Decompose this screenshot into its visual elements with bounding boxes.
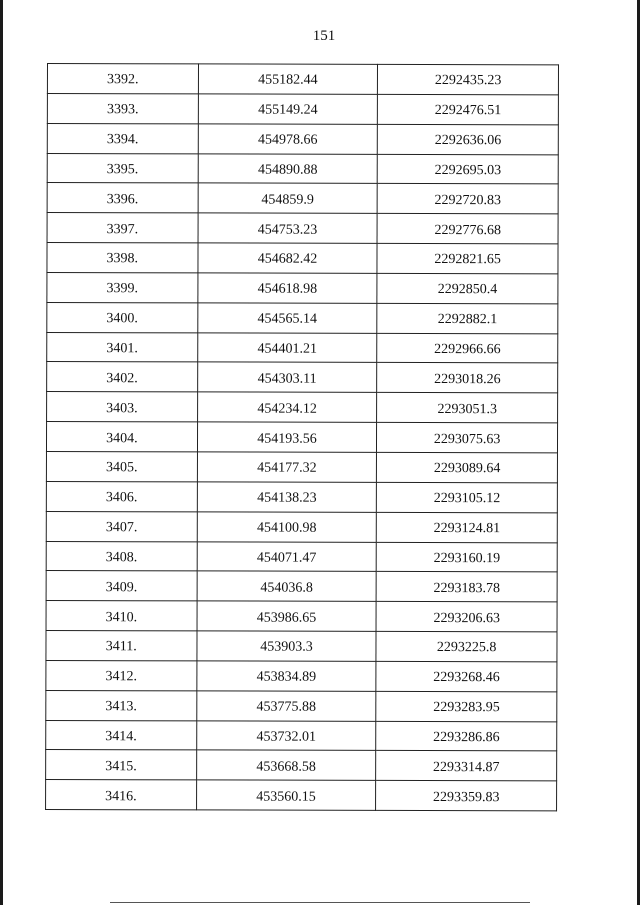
scan-border-bottom	[110, 902, 530, 903]
x-coordinate-cell: 453903.3	[197, 631, 377, 661]
table-row	[47, 153, 558, 184]
point-number-cell: 3392.	[47, 64, 198, 94]
point-number-cell: 3410.	[46, 601, 197, 631]
point-number-cell: 3412.	[46, 660, 197, 690]
table-row	[46, 780, 557, 811]
point-number-cell: 3399.	[47, 272, 198, 302]
page-number: 151	[312, 28, 336, 44]
y-coordinate-cell: 2292850.4	[377, 273, 558, 303]
table-row	[46, 660, 557, 691]
point-number-cell: 3402.	[47, 362, 198, 392]
x-coordinate-cell: 453732.01	[196, 720, 376, 750]
y-coordinate-cell: 2293286.86	[376, 721, 557, 751]
y-coordinate-cell: 2293225.8	[376, 631, 557, 661]
x-coordinate-cell: 455182.44	[198, 64, 378, 94]
table-row	[47, 272, 558, 303]
scan-border-left	[0, 0, 3, 905]
x-coordinate-cell: 454177.32	[197, 452, 377, 482]
y-coordinate-cell: 2292476.51	[378, 94, 559, 124]
table-row	[46, 511, 557, 542]
y-coordinate-cell: 2293359.83	[376, 781, 557, 811]
y-coordinate-cell: 2293183.78	[376, 572, 557, 602]
x-coordinate-cell: 454036.8	[197, 571, 377, 601]
point-number-cell: 3395.	[47, 153, 198, 183]
x-coordinate-cell: 454682.42	[198, 243, 378, 273]
table-row	[47, 123, 558, 154]
point-number-cell: 3407.	[46, 511, 197, 541]
table-row	[46, 451, 557, 482]
x-coordinate-cell: 454100.98	[197, 512, 377, 542]
table-row	[46, 571, 557, 602]
y-coordinate-cell: 2293268.46	[376, 661, 557, 691]
y-coordinate-cell: 2292776.68	[377, 214, 558, 244]
table-row	[46, 720, 557, 751]
y-coordinate-cell: 2292636.06	[378, 124, 559, 154]
table-row	[46, 422, 557, 453]
table-row	[47, 183, 558, 214]
y-coordinate-cell: 2292435.23	[378, 64, 559, 94]
table-row	[47, 64, 558, 95]
y-coordinate-cell: 2293105.12	[377, 482, 558, 512]
point-number-cell: 3403.	[47, 392, 198, 422]
table-row	[46, 690, 557, 721]
y-coordinate-cell: 2293124.81	[377, 512, 558, 542]
x-coordinate-cell: 454753.23	[198, 213, 378, 243]
x-coordinate-cell: 453986.65	[197, 601, 377, 631]
table-row	[46, 601, 557, 632]
point-number-cell: 3404.	[46, 422, 197, 452]
x-coordinate-cell: 454618.98	[198, 273, 378, 303]
x-coordinate-cell: 453668.58	[196, 750, 376, 780]
y-coordinate-cell: 2293206.63	[376, 602, 557, 632]
y-coordinate-cell: 2293051.3	[377, 393, 558, 423]
point-number-cell: 3409.	[46, 571, 197, 601]
y-coordinate-cell: 2293075.63	[377, 422, 558, 452]
y-coordinate-cell: 2293283.95	[376, 691, 557, 721]
x-coordinate-cell: 454978.66	[198, 124, 378, 154]
point-number-cell: 3405.	[46, 451, 197, 481]
x-coordinate-cell: 454565.14	[197, 303, 377, 333]
x-coordinate-cell: 454859.9	[198, 183, 378, 213]
x-coordinate-cell: 454303.11	[197, 362, 377, 392]
x-coordinate-cell: 454234.12	[197, 392, 377, 422]
point-number-cell: 3413.	[46, 690, 197, 720]
point-number-cell: 3411.	[46, 631, 197, 661]
table-row	[47, 213, 558, 244]
table-row	[47, 93, 558, 124]
point-number-cell: 3400.	[47, 302, 198, 332]
y-coordinate-cell: 2293018.26	[377, 363, 558, 393]
point-number-cell: 3415.	[46, 750, 197, 780]
table-row	[46, 750, 557, 781]
y-coordinate-cell: 2292882.1	[377, 303, 558, 333]
point-number-cell: 3406.	[46, 481, 197, 511]
table-row	[46, 541, 557, 572]
y-coordinate-cell: 2293089.64	[377, 452, 558, 482]
point-number-cell: 3394.	[47, 123, 198, 153]
y-coordinate-cell: 2292695.03	[377, 154, 558, 184]
point-number-cell: 3414.	[46, 720, 197, 750]
x-coordinate-cell: 454193.56	[197, 422, 377, 452]
point-number-cell: 3398.	[47, 243, 198, 273]
x-coordinate-cell: 454401.21	[197, 332, 377, 362]
x-coordinate-cell: 453775.88	[196, 691, 376, 721]
point-number-cell: 3408.	[46, 541, 197, 571]
x-coordinate-cell: 454071.47	[197, 541, 377, 571]
y-coordinate-cell: 2292720.83	[377, 184, 558, 214]
x-coordinate-cell: 453834.89	[197, 661, 377, 691]
y-coordinate-cell: 2292821.65	[377, 243, 558, 273]
y-coordinate-cell: 2292966.66	[377, 333, 558, 363]
coordinates-table-body	[46, 64, 559, 811]
table-row	[47, 332, 558, 363]
x-coordinate-cell: 454138.23	[197, 482, 377, 512]
point-number-cell: 3397.	[47, 213, 198, 243]
point-number-cell: 3396.	[47, 183, 198, 213]
x-coordinate-cell: 454890.88	[198, 153, 378, 183]
x-coordinate-cell: 453560.15	[196, 780, 376, 810]
table-row	[47, 392, 558, 423]
point-number-cell: 3393.	[47, 93, 198, 123]
table-row	[47, 243, 558, 274]
x-coordinate-cell: 455149.24	[198, 94, 378, 124]
point-number-cell: 3401.	[47, 332, 198, 362]
point-number-cell: 3416.	[46, 780, 197, 810]
coordinates-table	[45, 63, 559, 811]
y-coordinate-cell: 2293314.87	[376, 751, 557, 781]
y-coordinate-cell: 2293160.19	[376, 542, 557, 572]
table-row	[47, 302, 558, 333]
table-row	[47, 362, 558, 393]
table-row	[46, 481, 557, 512]
table-row	[46, 631, 557, 662]
